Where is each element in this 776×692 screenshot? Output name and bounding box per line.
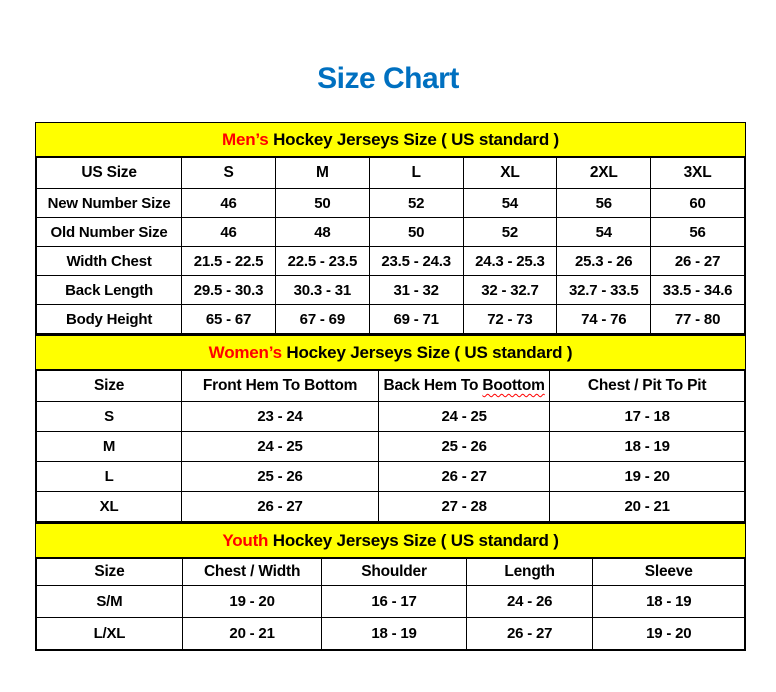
table-row (37, 189, 745, 218)
size-cell: 77 - 80 (651, 305, 745, 334)
row-label: M (37, 432, 182, 462)
row-label: Back Length (37, 276, 182, 305)
column-header: L (369, 158, 463, 189)
size-cell: 26 - 27 (651, 247, 745, 276)
womens-table-title (36, 334, 745, 370)
size-cell: 18 - 19 (550, 432, 745, 462)
size-cell: 33.5 - 34.6 (651, 276, 745, 305)
womens-size-table (36, 370, 745, 522)
column-header: S (182, 158, 276, 189)
column-header: Size (37, 559, 183, 586)
row-label: Old Number Size (37, 218, 182, 247)
size-cell: 20 - 21 (182, 618, 321, 650)
row-label: Width Chest (37, 247, 182, 276)
size-cell: 52 (369, 189, 463, 218)
size-cell: 48 (275, 218, 369, 247)
column-header: Chest / Pit To Pit (550, 371, 745, 402)
size-cell: 32.7 - 33.5 (557, 276, 651, 305)
column-header: Sleeve (593, 559, 745, 586)
table-row (37, 247, 745, 276)
size-cell: 54 (463, 189, 557, 218)
row-label: Body Height (37, 305, 182, 334)
womens-title-highlight: Women’s (208, 343, 282, 362)
size-cell: 25.3 - 26 (557, 247, 651, 276)
column-header-text: Back Hem To (383, 377, 483, 394)
size-cell: 69 - 71 (369, 305, 463, 334)
size-cell: 18 - 19 (322, 618, 466, 650)
table-row (37, 462, 745, 492)
table-row (37, 618, 745, 650)
size-cell: 24 - 25 (378, 402, 549, 432)
mens-title-text: Hockey Jerseys Size ( US standard ) (268, 130, 559, 149)
section-youth (36, 522, 745, 650)
mens-title-highlight: Men’s (222, 130, 269, 149)
table-row (37, 559, 745, 586)
table-row (37, 276, 745, 305)
row-label: New Number Size (37, 189, 182, 218)
row-label: L (37, 462, 182, 492)
column-header: Shoulder (322, 559, 466, 586)
size-cell: 23.5 - 24.3 (369, 247, 463, 276)
size-cell: 24 - 25 (182, 432, 379, 462)
womens-title-text: Hockey Jerseys Size ( US standard ) (281, 343, 573, 362)
row-label: S/M (37, 586, 183, 618)
size-cell: 26 - 27 (466, 618, 593, 650)
column-header: Size (37, 371, 182, 402)
row-label: L/XL (37, 618, 183, 650)
size-chart (35, 122, 746, 651)
table-row (37, 371, 745, 402)
size-cell: 17 - 18 (550, 402, 745, 432)
table-row (37, 158, 745, 189)
table-row (37, 586, 745, 618)
size-cell: 60 (651, 189, 745, 218)
size-cell: 46 (182, 218, 276, 247)
column-header: M (275, 158, 369, 189)
column-header (378, 371, 549, 402)
size-cell: 52 (463, 218, 557, 247)
size-cell: 46 (182, 189, 276, 218)
section-mens (36, 123, 745, 334)
youth-size-table (36, 558, 745, 650)
youth-title-highlight: Youth (222, 531, 269, 550)
size-cell: 21.5 - 22.5 (182, 247, 276, 276)
size-cell: 74 - 76 (557, 305, 651, 334)
section-womens (36, 334, 745, 522)
size-cell: 65 - 67 (182, 305, 276, 334)
table-row (37, 218, 745, 247)
mens-size-table (36, 157, 745, 334)
mens-table-title (36, 123, 745, 157)
size-cell: 50 (275, 189, 369, 218)
size-cell: 23 - 24 (182, 402, 379, 432)
size-cell: 56 (651, 218, 745, 247)
row-label: S (37, 402, 182, 432)
misspelled-word: Boottom (482, 377, 545, 394)
size-cell: 25 - 26 (182, 462, 379, 492)
column-header: US Size (37, 158, 182, 189)
size-cell: 32 - 32.7 (463, 276, 557, 305)
size-cell: 29.5 - 30.3 (182, 276, 276, 305)
size-cell: 18 - 19 (593, 586, 745, 618)
size-cell: 24.3 - 25.3 (463, 247, 557, 276)
size-cell: 72 - 73 (463, 305, 557, 334)
size-cell: 27 - 28 (378, 492, 549, 522)
youth-title-text: Hockey Jerseys Size ( US standard ) (268, 531, 559, 550)
size-cell: 26 - 27 (378, 462, 549, 492)
page-title: Size Chart (317, 62, 459, 95)
size-cell: 31 - 32 (369, 276, 463, 305)
size-cell: 16 - 17 (322, 586, 466, 618)
table-row (37, 432, 745, 462)
size-cell: 50 (369, 218, 463, 247)
table-row (37, 402, 745, 432)
table-row (37, 305, 745, 334)
column-header: 3XL (651, 158, 745, 189)
size-cell: 22.5 - 23.5 (275, 247, 369, 276)
size-cell: 19 - 20 (550, 462, 745, 492)
size-cell: 67 - 69 (275, 305, 369, 334)
size-cell: 54 (557, 218, 651, 247)
size-cell: 19 - 20 (182, 586, 321, 618)
column-header: Chest / Width (182, 559, 321, 586)
size-cell: 24 - 26 (466, 586, 593, 618)
row-label: XL (37, 492, 182, 522)
column-header: Front Hem To Bottom (182, 371, 379, 402)
size-cell: 56 (557, 189, 651, 218)
table-row (37, 492, 745, 522)
size-cell: 19 - 20 (593, 618, 745, 650)
size-cell: 26 - 27 (182, 492, 379, 522)
size-cell: 20 - 21 (550, 492, 745, 522)
column-header: Length (466, 559, 593, 586)
size-cell: 30.3 - 31 (275, 276, 369, 305)
youth-table-title (36, 522, 745, 558)
column-header: 2XL (557, 158, 651, 189)
column-header: XL (463, 158, 557, 189)
size-cell: 25 - 26 (378, 432, 549, 462)
